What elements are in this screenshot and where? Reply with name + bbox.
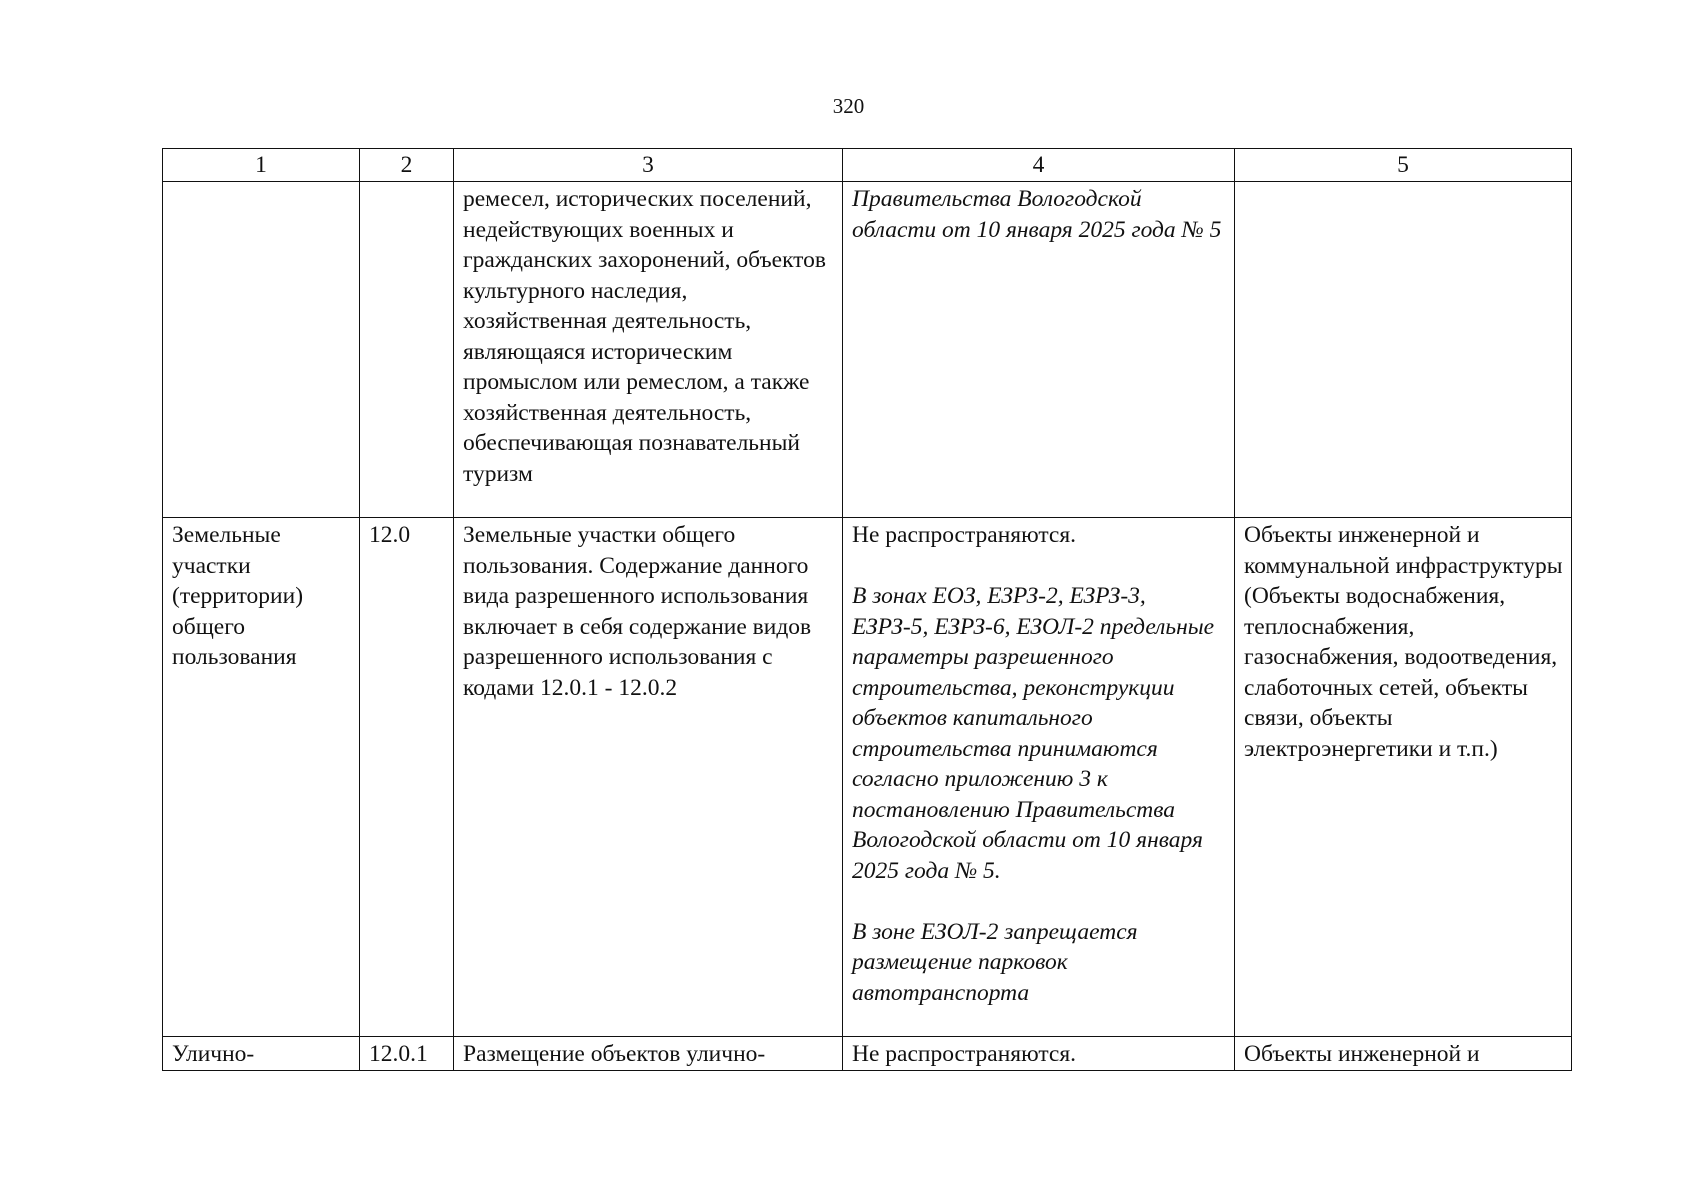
cell-code: 12.0.1 — [360, 1037, 454, 1071]
parameters-paragraph: В зоне ЕЗОЛ-2 запрещается размещение парковок автотранспорта — [852, 918, 1138, 1006]
table-row — [163, 518, 1572, 1037]
column-header-3: 3 — [454, 149, 843, 182]
cell-description: Земельные участки общего пользования. Содержание данного вида разрешенного использования включает в себя содержание видов разрешенного использования с кодами 12.0.1 - 12.0.2 — [454, 518, 843, 1037]
cell-code: 12.0 — [360, 518, 454, 1037]
column-header-2: 2 — [360, 149, 454, 182]
cell-name — [163, 182, 360, 518]
table-row — [163, 1037, 1572, 1071]
cell-description: Размещение объектов улично- — [454, 1037, 843, 1071]
parameters-paragraph: Правительства Вологодской области от 10 января 2025 года № 5 — [852, 186, 1222, 243]
cell-description: ремесел, исторических поселений, недействующих военных и гражданских захоронений, объектов культурного наследия, хозяйственная деятельность, являющаяся историческим промыслом или ремеслом, а также хозяйственная деятельность, обеспечивающая познавательный туризм — [454, 182, 843, 518]
cell-parameters — [843, 1037, 1235, 1071]
cell-code — [360, 182, 454, 518]
cell-auxiliary-uses: Объекты инженерной и — [1235, 1037, 1572, 1071]
parameters-paragraph: Не распространяются. — [852, 1041, 1077, 1067]
cell-name: Земельные участки (территории) общего пользования — [163, 518, 360, 1037]
cell-auxiliary-uses — [1235, 182, 1572, 518]
table-header-row — [163, 149, 1572, 182]
page-number: 320 — [832, 94, 865, 118]
column-header-5: 5 — [1235, 149, 1572, 182]
cell-auxiliary-uses: Объекты инженерной и коммунальной инфраструктуры (Объекты водоснабжения, теплоснабжения, газоснабжения, водоотведения, слаботочных сетей, объекты связи, объекты электроэнергетики и т.п.) — [1235, 518, 1572, 1037]
document-table — [162, 148, 1572, 1071]
cell-parameters — [843, 182, 1235, 518]
parameters-paragraph: Не распространяются. — [852, 522, 1077, 548]
cell-parameters — [843, 518, 1235, 1037]
column-header-4: 4 — [843, 149, 1235, 182]
table-row — [163, 182, 1572, 518]
column-header-1: 1 — [163, 149, 360, 182]
cell-name: Улично- — [163, 1037, 360, 1071]
parameters-paragraph: В зонах ЕОЗ, ЕЗРЗ-2, ЕЗРЗ-3, ЕЗРЗ-5, ЕЗРЗ-6, ЕЗОЛ-2 предельные параметры разрешенного строительства, реконструкции объектов капитального строительства принимаются согласно приложению 3 к постановлению Правительства Вологодской области от 10 января 2025 года № 5. — [852, 583, 1215, 884]
